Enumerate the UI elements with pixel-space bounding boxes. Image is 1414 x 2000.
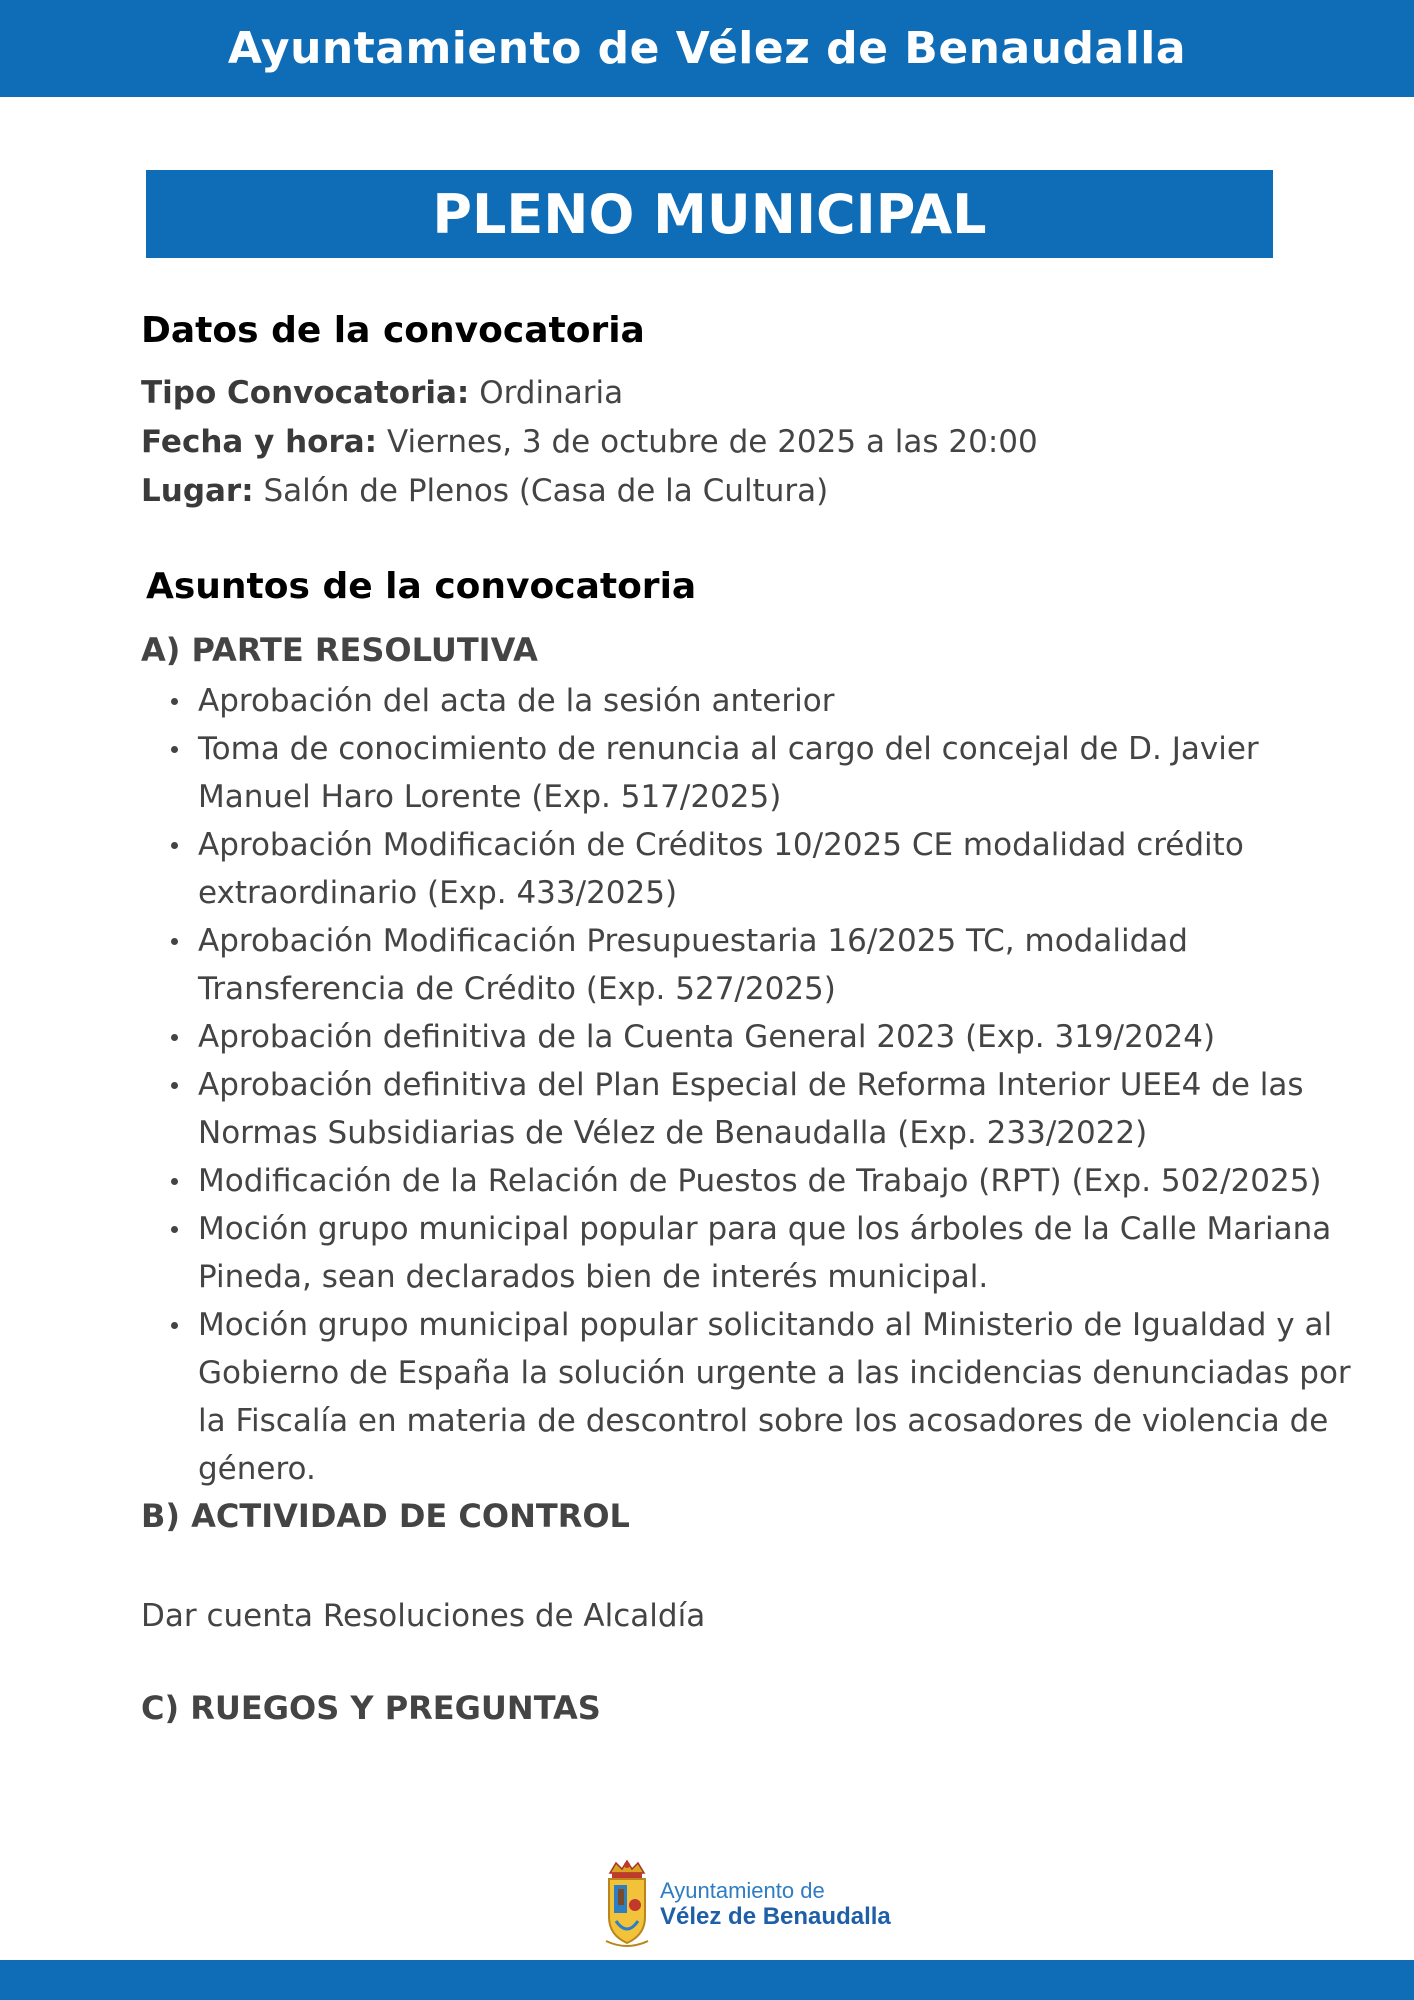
ruegos-heading: C) RUEGOS Y PREGUNTAS <box>141 1689 601 1727</box>
fecha-row <box>141 418 1038 466</box>
fecha-label: Fecha y hora: <box>141 424 378 460</box>
logo-line-2: Vélez de Benaudalla <box>660 1903 891 1930</box>
list-item: Aprobación definitiva de la Cuenta General 2023 (Exp. 319/2024) <box>141 1013 1381 1061</box>
list-item: Aprobación Modificación Presupuestaria 16/2025 TC, modalidad Transferencia de Crédito (Exp. 527/2025) <box>141 917 1381 1013</box>
asuntos-heading: Asuntos de la convocatoria <box>146 566 697 607</box>
list-item: Modificación de la Relación de Puestos de Trabajo (RPT) (Exp. 502/2025) <box>141 1157 1381 1205</box>
lugar-row <box>141 467 828 515</box>
actividad-control-text: Dar cuenta Resoluciones de Alcaldía <box>141 1598 706 1634</box>
list-item: Moción grupo municipal popular para que los árboles de la Calle Mariana Pineda, sean declarados bien de interés municipal. <box>141 1205 1381 1301</box>
header-title: Ayuntamiento de Vélez de Benaudalla <box>227 23 1187 74</box>
actividad-control-heading: B) ACTIVIDAD DE CONTROL <box>141 1497 630 1535</box>
parte-resolutiva-list <box>141 677 1381 1493</box>
logo-text <box>660 1878 891 1930</box>
list-item: Toma de conocimiento de renuncia al cargo del concejal de D. Javier Manuel Haro Lorente (Exp. 517/2025) <box>141 725 1381 821</box>
page-title-banner <box>146 170 1273 258</box>
tipo-label: Tipo Convocatoria: <box>141 375 470 411</box>
lugar-label: Lugar: <box>141 473 254 509</box>
tipo-row <box>141 369 623 417</box>
header-bar <box>0 0 1414 97</box>
list-item: Moción grupo municipal popular solicitando al Ministerio de Igualdad y al Gobierno de España la solución urgente a las incidencias denunciadas por la Fiscalía en materia de descontrol sobre los acosadores de violencia de género. <box>141 1301 1381 1493</box>
logo-line-1: Ayuntamiento de <box>660 1878 825 1903</box>
fecha-value: Viernes, 3 de octubre de 2025 a las 20:00 <box>386 424 1038 460</box>
parte-resolutiva-heading: A) PARTE RESOLUTIVA <box>141 631 538 669</box>
list-item: Aprobación definitiva del Plan Especial de Reforma Interior UEE4 de las Normas Subsidiarias de Vélez de Benaudalla (Exp. 233/2022) <box>141 1061 1381 1157</box>
page-title: PLENO MUNICIPAL <box>432 182 987 246</box>
tipo-value: Ordinaria <box>479 375 624 411</box>
list-item: Aprobación del acta de la sesión anterior <box>141 677 1381 725</box>
footer-bar <box>0 1960 1414 2000</box>
coat-of-arms-icon <box>604 1859 650 1949</box>
datos-heading: Datos de la convocatoria <box>141 310 645 351</box>
lugar-value: Salón de Plenos (Casa de la Cultura) <box>263 473 829 509</box>
list-item: Aprobación Modificación de Créditos 10/2025 CE modalidad crédito extraordinario (Exp. 433/2025) <box>141 821 1381 917</box>
footer-logo <box>604 1858 904 1950</box>
